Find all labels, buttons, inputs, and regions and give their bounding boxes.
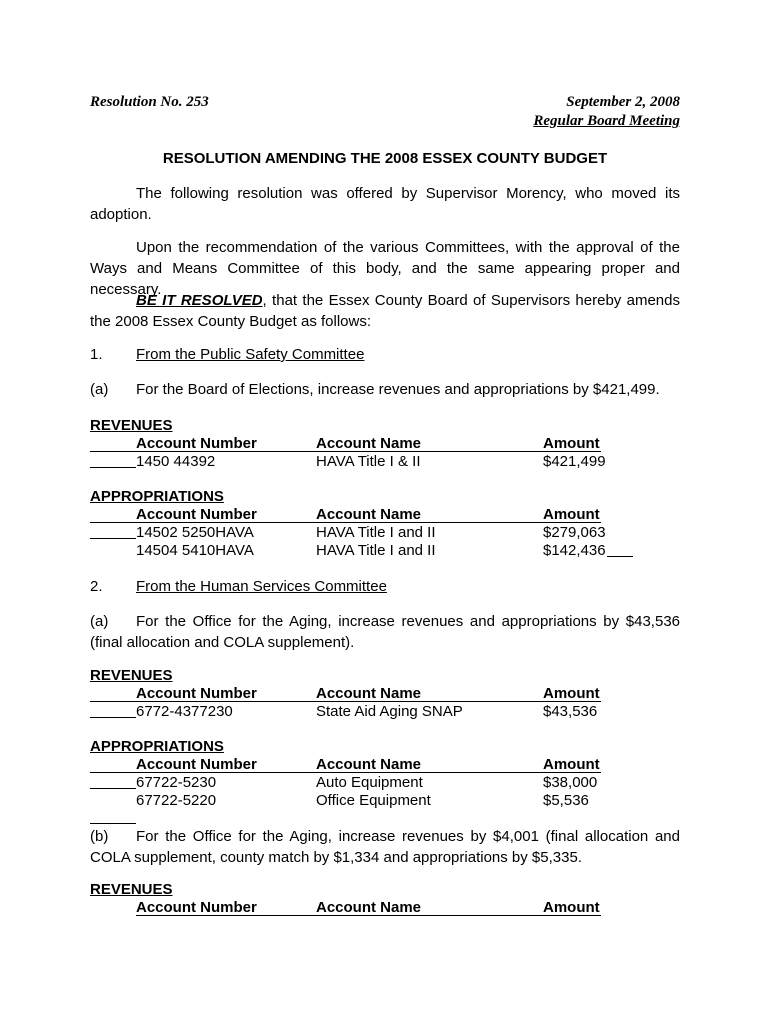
section2-title: From the Human Services Committee: [136, 578, 387, 595]
account-number: 67722-5230: [136, 774, 217, 791]
section2-item-a: [90, 611, 680, 653]
table-rule: [136, 915, 601, 916]
account-name: HAVA Title I & II: [316, 453, 421, 470]
col-header-amount: Amount: [543, 506, 600, 523]
account-number: 1450 44392: [136, 453, 216, 470]
table-rule: [90, 538, 136, 539]
paragraph-resolved: [90, 290, 680, 332]
table-rule: [90, 717, 136, 718]
account-number: 6772-4377230: [136, 703, 233, 720]
col-header-name: Account Name: [316, 685, 422, 702]
col-header-number: Account Number: [136, 899, 257, 916]
col-header-name: Account Name: [316, 435, 422, 452]
col-header-amount: Amount: [543, 756, 600, 773]
document-title: RESOLUTION AMENDING THE 2008 ESSEX COUNTY BUDGET: [162, 150, 608, 167]
section1-title: From the Public Safety Committee: [136, 346, 365, 363]
section1-a-label: (a): [90, 381, 109, 398]
col-header-amount: Amount: [543, 435, 600, 452]
paragraph-offered: [90, 183, 680, 225]
account-amount: $5,536: [543, 792, 589, 809]
table-rule: [90, 823, 136, 824]
account-amount: $279,063: [543, 524, 606, 541]
table-rule: [90, 467, 136, 468]
col-header-amount: Amount: [543, 685, 600, 702]
account-name: State Aid Aging SNAP: [316, 703, 463, 720]
col-header-name: Account Name: [316, 506, 422, 523]
section1-item-a: [90, 379, 660, 400]
account-amount: $421,499: [543, 453, 606, 470]
section1-number: 1.: [90, 346, 103, 363]
section2-a-text: For the Office for the Aging, increase revenues and appropriations by $43,536 (final allocation and COLA supplement).: [90, 613, 680, 651]
resolved-lead: BE IT RESOLVED: [136, 292, 263, 309]
col-header-amount: Amount: [543, 899, 600, 916]
section1-a-text: For the Board of Elections, increase revenues and appropriations by $421,499.: [136, 381, 660, 398]
meeting-date: September 2, 2008: [566, 94, 680, 110]
account-number: 14504 5410HAVA: [136, 542, 254, 559]
section2-item-b: [90, 826, 680, 868]
col-header-number: Account Number: [136, 756, 257, 773]
account-amount: $43,536: [543, 703, 598, 720]
account-amount: $38,000: [543, 774, 598, 791]
section1-revenues-label: REVENUES: [90, 417, 173, 434]
section2-a-label: (a): [90, 613, 109, 630]
col-header-number: Account Number: [136, 435, 257, 452]
paragraph-recommendation-text: Upon the recommendation of the various Committees, with the approval of the Ways and Means Committee of this body, and the same appearing proper and necessary.: [90, 239, 680, 298]
resolved-text: , that the Essex County Board of Supervisors hereby amends the 2008 Essex County Budget as follows:: [90, 292, 680, 330]
section2b-revenues-label: REVENUES: [90, 881, 173, 898]
section1-appropriations-label: APPROPRIATIONS: [90, 488, 224, 505]
account-name: HAVA Title I and II: [316, 542, 436, 559]
col-header-name: Account Name: [316, 899, 422, 916]
paragraph-offered-text: The following resolution was offered by Supervisor Morency, who moved its adoption.: [90, 185, 680, 223]
resolution-number: Resolution No. 253: [90, 94, 209, 110]
account-number: 14502 5250HAVA: [136, 524, 254, 541]
col-header-number: Account Number: [136, 506, 257, 523]
section2-heading: [90, 576, 387, 597]
section2-b-label: (b): [90, 828, 109, 845]
account-name: Office Equipment: [316, 792, 431, 809]
account-number: 67722-5220: [136, 792, 217, 809]
section2-number: 2.: [90, 578, 103, 595]
table-rule: [90, 788, 136, 789]
meeting-type: Regular Board Meeting: [533, 113, 680, 129]
col-header-number: Account Number: [136, 685, 257, 702]
account-name: Auto Equipment: [316, 774, 423, 791]
section2-b-text: For the Office for the Aging, increase revenues by $4,001 (final allocation and COLA supplement, county match by $1,334 and appropriations by $5,335.: [90, 828, 680, 866]
account-name: HAVA Title I and II: [316, 524, 436, 541]
section1-heading: [90, 344, 364, 365]
account-amount: $142,436: [543, 542, 606, 559]
section2-revenues-label: REVENUES: [90, 667, 173, 684]
col-header-name: Account Name: [316, 756, 422, 773]
table-rule: [607, 556, 633, 557]
section2-appropriations-label: APPROPRIATIONS: [90, 738, 224, 755]
